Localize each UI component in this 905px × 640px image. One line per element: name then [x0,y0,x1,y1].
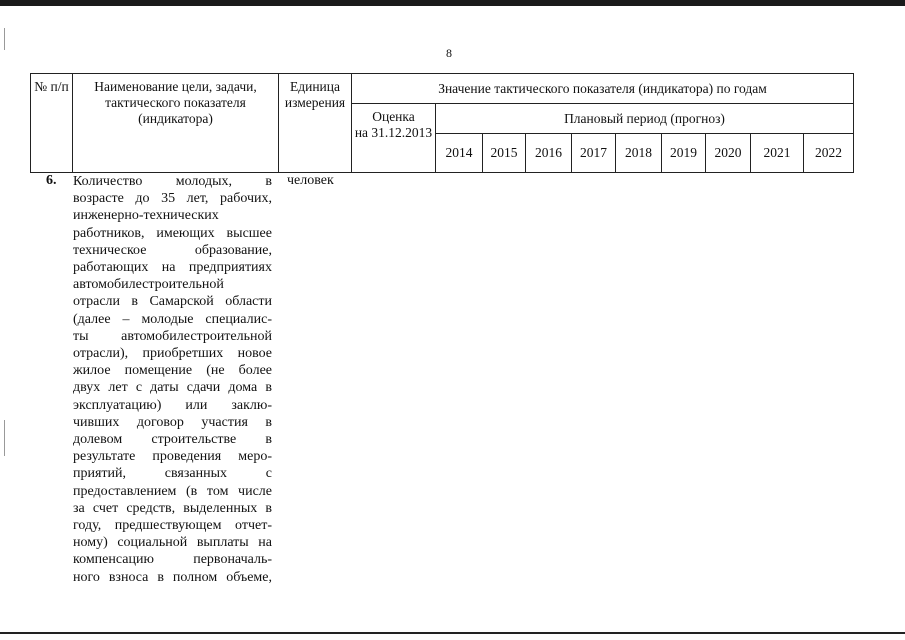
description-line: компенсацию первоначаль- [73,552,272,568]
description-line: отрасли в Самарской области [73,294,272,310]
year-cell: 2021 [751,134,804,173]
year-cell: 2019 [662,134,706,173]
description-line: (далее – молодые специалис- [73,311,272,327]
header-values-by-year: Значение тактического показателя (индикатора) по годам [352,74,854,104]
description-line: ты автомобилестроительной [73,328,272,344]
indicator-table-header [30,73,854,173]
description-line: предоставлением (в том числе [73,483,272,499]
description-line: Количество молодых, в [73,174,272,189]
row-unit: человек [287,173,334,188]
row-number: 6. [46,173,57,188]
description-line: работников, имеющих высшее [73,225,272,241]
description-line: инженерно-технических [73,208,219,224]
year-cell: 2015 [483,134,526,173]
top-border-rule [0,0,905,6]
description-line: ного взноса в полном объеме, [73,569,272,585]
header-planned-period: Плановый период (прогноз) [436,104,854,134]
bottom-border-rule [0,632,905,634]
indicator-description [73,173,272,586]
header-unit: Единица измерения [279,74,352,173]
year-cell: 2016 [526,134,572,173]
year-cell: 2014 [436,134,483,173]
scan-edge-mark [4,420,5,456]
page-number: 8 [446,46,452,60]
header-estimate [352,104,436,173]
description-line: приятий, связанных с [73,466,272,482]
year-cell: 2020 [706,134,751,173]
header-name: Наименование цели, задачи, тактического показателя (индикатора) [73,74,279,173]
description-line: двух лет с даты сдачи дома в [73,380,272,396]
description-line: году, предшествующем отчет- [73,518,272,534]
description-line: работающих на предприятиях [73,260,272,276]
header-num: № п/п [31,74,73,173]
description-line: возрасте до 35 лет, рабочих, [73,191,272,207]
header-estimate-line1: Оценка [372,109,415,124]
year-cell: 2022 [804,134,854,173]
year-cell: 2018 [616,134,662,173]
description-line: долевом строительстве в [73,432,272,448]
description-line: эксплуатацию) или заклю- [73,397,272,413]
description-line: чивших договор участия в [73,414,272,430]
header-estimate-line2: на 31.12.2013 [354,125,433,140]
description-line: техническое образование, [73,242,272,258]
scan-edge-mark [4,28,5,50]
description-line: жилое помещение (не более [73,363,272,379]
description-line: за счет средств, выделенных в [73,500,272,516]
description-line: автомобилестроительной [73,277,224,293]
description-line: ному) социальной выплаты на [73,535,272,551]
description-line: результате проведения меро- [73,449,272,465]
description-line: отрасли), приобретших новое [73,346,272,362]
year-cell: 2017 [572,134,616,173]
